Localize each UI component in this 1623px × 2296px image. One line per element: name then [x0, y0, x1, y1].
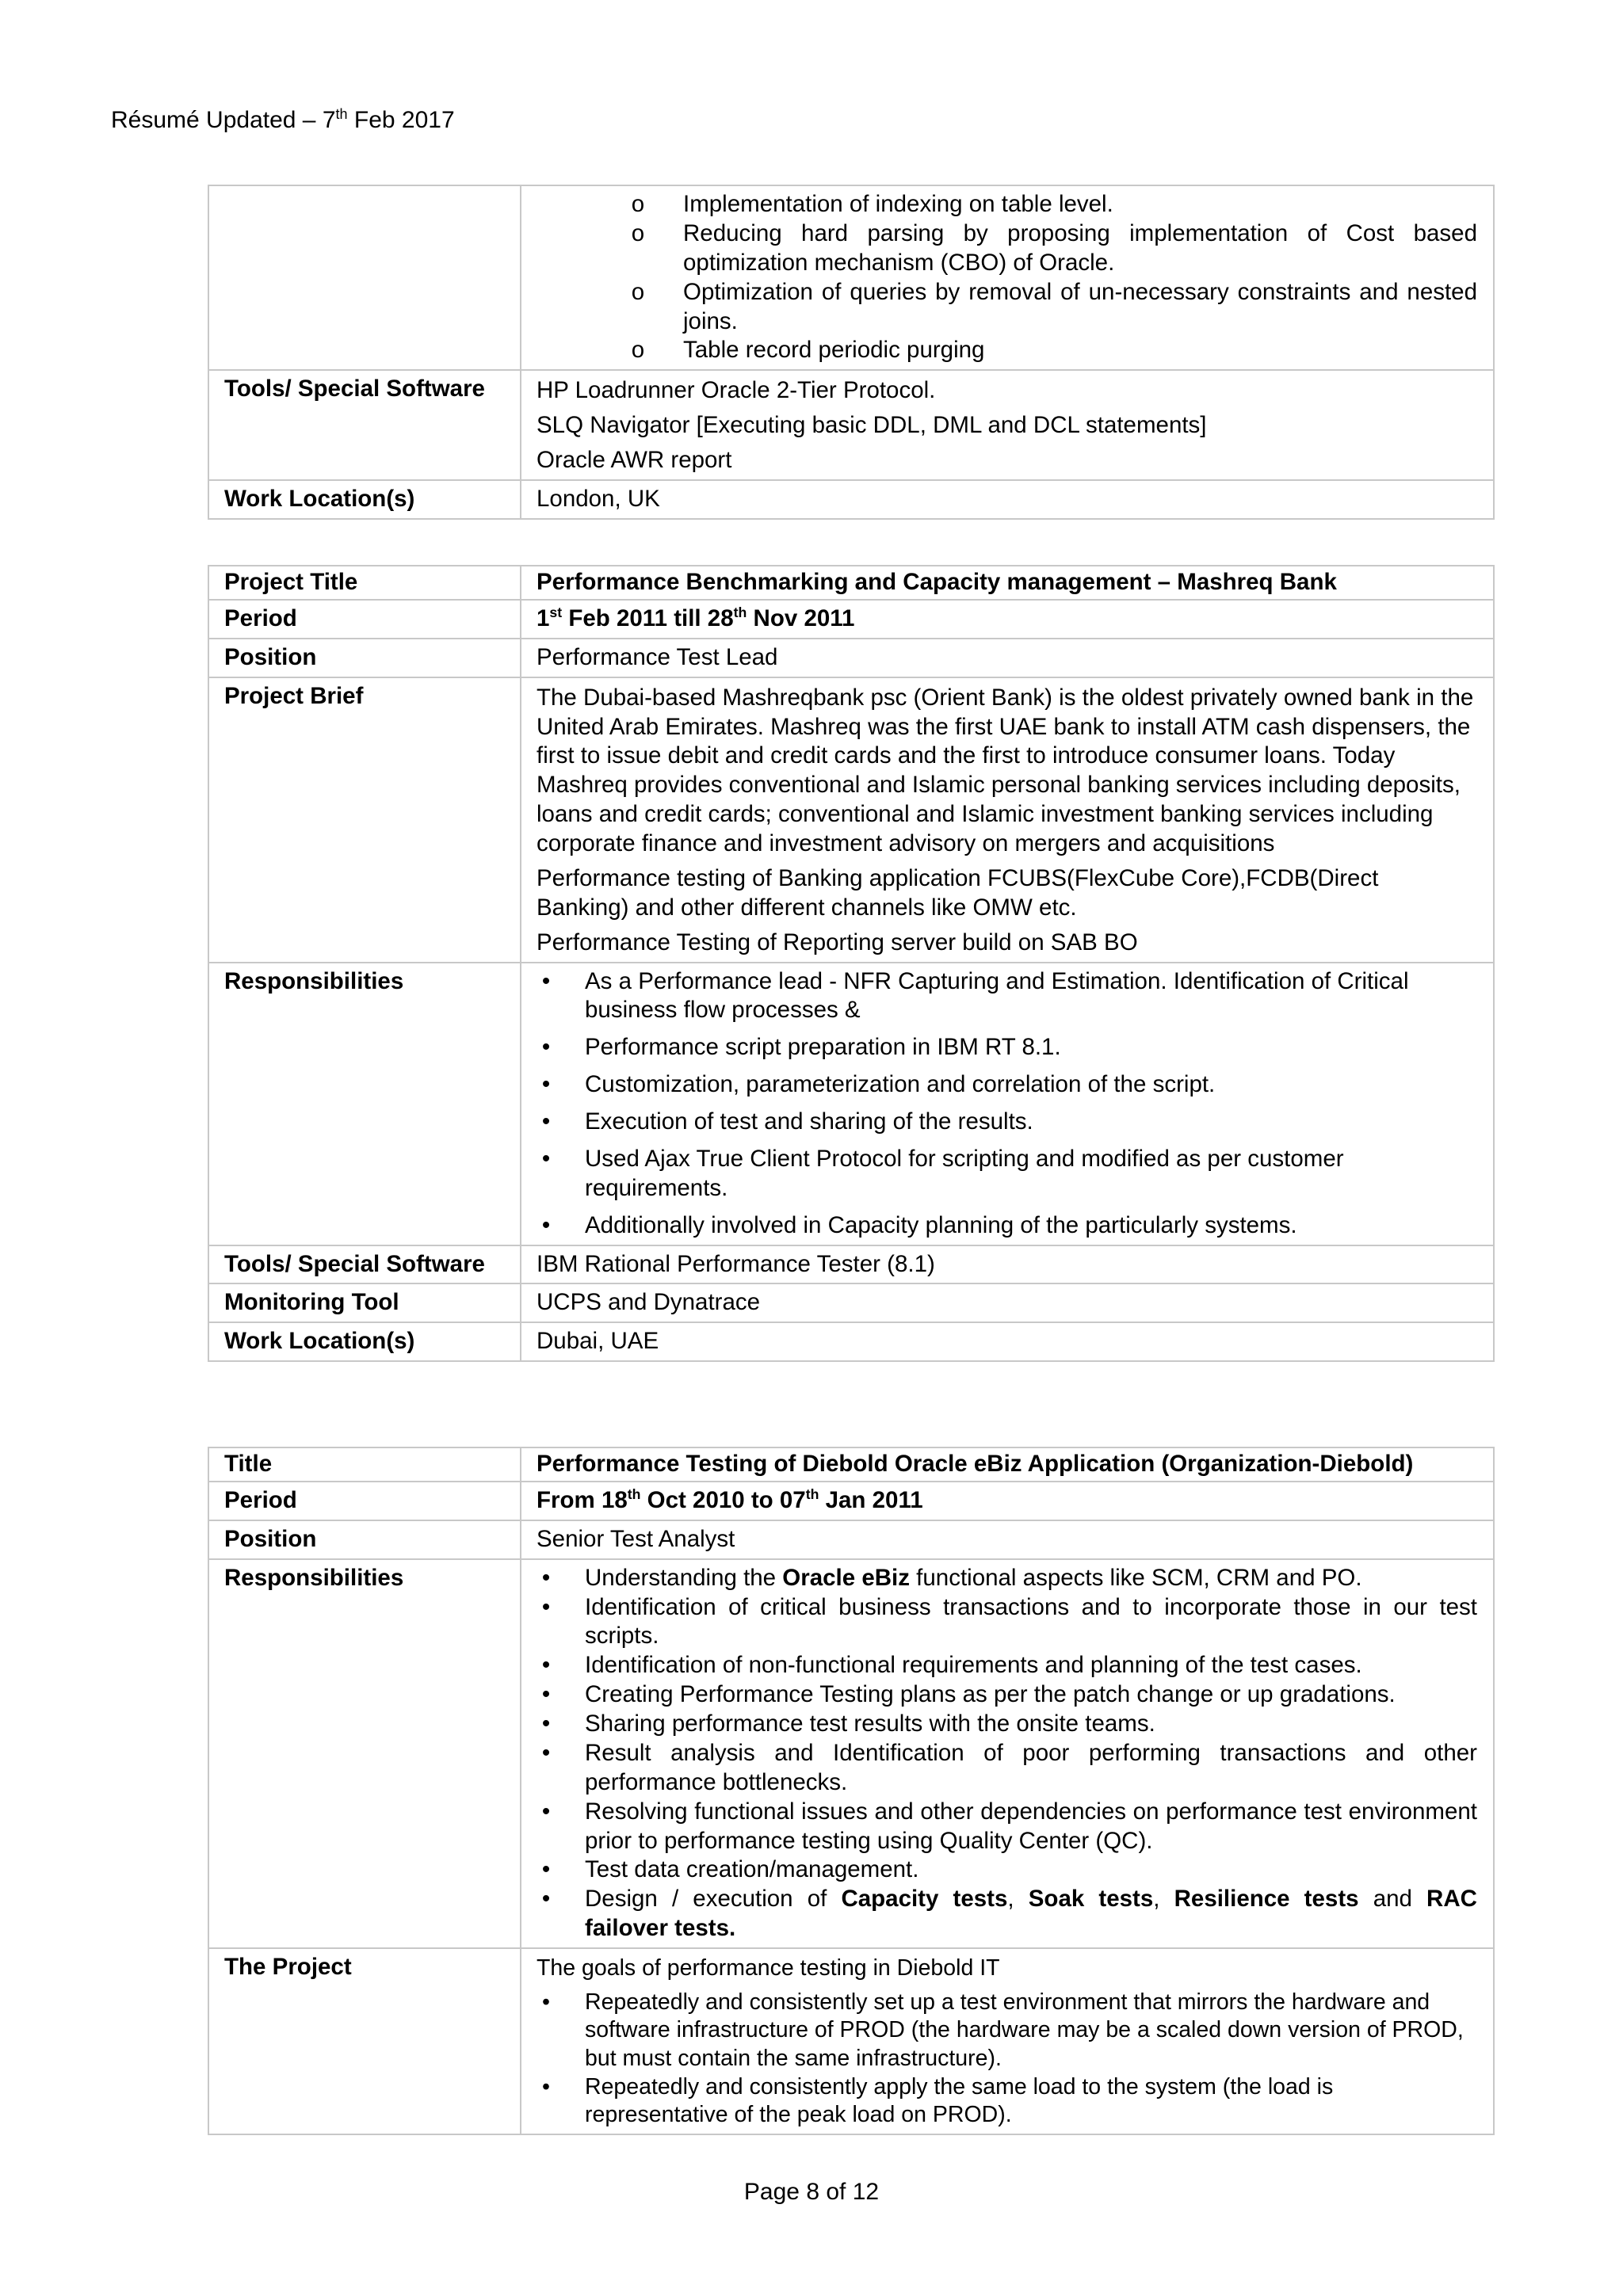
table-row: [208, 370, 1494, 480]
location-value: London, UK: [521, 480, 1494, 519]
bullet-icon: •: [541, 1564, 551, 1591]
table-row: [208, 480, 1494, 519]
tools-label: Tools/ Special Software: [208, 1245, 521, 1284]
table-row: [208, 639, 1494, 677]
page-number: Page 8 of 12: [743, 2179, 880, 2205]
table-row: [208, 677, 1494, 963]
period-label: Period: [208, 1482, 521, 1520]
bullet-icon: •: [541, 1886, 551, 1913]
bullet-icon: •: [541, 1034, 551, 1061]
location-value: Dubai, UAE: [521, 1322, 1494, 1361]
bullet-icon: •: [541, 1652, 551, 1679]
list-item: • Understanding the Oracle eBiz functional aspects like SCM, CRM and PO.: [537, 1564, 1477, 1593]
bullet-icon: •: [542, 2073, 550, 2100]
table-row: [208, 185, 1494, 370]
table-row: [208, 963, 1494, 1245]
circle-bullet-icon: o: [631, 191, 645, 217]
list-item: • As a Performance lead - NFR Capturing and Estimation. Identification of Critical business flow processes &: [537, 967, 1477, 1026]
period-label: Period: [208, 600, 521, 639]
diebold-project-table: [208, 1447, 1495, 2135]
tools-value: IBM Rational Performance Tester (8.1): [521, 1245, 1494, 1284]
bullet-icon: •: [541, 1145, 551, 1172]
monitoring-value: UCPS and Dynatrace: [521, 1283, 1494, 1322]
location-label: Work Location(s): [208, 480, 521, 519]
tools-value: HP Loadrunner Oracle 2-Tier Protocol. SLQ Navigator [Executing basic DDL, DML and DCL statements] Oracle AWR report: [521, 370, 1494, 480]
location-label: Work Location(s): [208, 1322, 521, 1361]
monitoring-label: Monitoring Tool: [208, 1283, 521, 1322]
list-item: o Table record periodic purging: [537, 336, 1477, 365]
project-goals-list: [537, 1989, 1477, 2130]
list-item: • Resolving functional issues and other dependencies on performance test environment prior to performance testing using Quality Center (QC).: [537, 1798, 1477, 1856]
bullet-icon: •: [541, 1798, 551, 1825]
bullet-icon: •: [541, 1071, 551, 1098]
list-item: • Test data creation/management.: [537, 1855, 1477, 1885]
bullet-icon: •: [542, 1989, 550, 2015]
empty-label-cell: [208, 185, 521, 370]
list-item: • Identification of critical business transactions and to incorporate those in our test scripts.: [537, 1593, 1477, 1652]
list-item: • Repeatedly and consistently apply the same load to the system (the load is representative of the peak load on PROD).: [537, 2073, 1477, 2130]
list-item: • Sharing performance test results with the onsite teams.: [537, 1710, 1477, 1739]
bullet-icon: •: [541, 1108, 551, 1135]
list-item: • Customization, parameterization and correlation of the script.: [537, 1070, 1477, 1100]
position-label: Position: [208, 1520, 521, 1559]
position-value: Senior Test Analyst: [521, 1520, 1494, 1559]
table-row: [208, 566, 1494, 600]
table-row: [208, 1559, 1494, 1948]
list-item: • Design / execution of Capacity tests, Soak tests, Resilience tests and RAC failover tests.: [537, 1885, 1477, 1943]
position-value: Performance Test Lead: [521, 639, 1494, 677]
project-title-value: Performance Benchmarking and Capacity management – Mashreq Bank: [521, 566, 1494, 600]
bullet-icon: •: [541, 1681, 551, 1708]
list-item: • Execution of test and sharing of the results.: [537, 1108, 1477, 1137]
list-item: • Creating Performance Testing plans as per the patch change or up gradations.: [537, 1680, 1477, 1710]
project-table-continued: [208, 185, 1495, 520]
table-row: [208, 1948, 1494, 2134]
list-item: • Result analysis and Identification of poor performing transactions and other performance bottlenecks.: [537, 1739, 1477, 1798]
optimization-list: [537, 190, 1477, 365]
list-item: o Implementation of indexing on table level.: [537, 190, 1477, 219]
position-label: Position: [208, 639, 521, 677]
table-row: [208, 1245, 1494, 1284]
period-value: From 18th Oct 2010 to 07th Jan 2011: [521, 1482, 1494, 1520]
table-row: [208, 1520, 1494, 1559]
list-item: • Used Ajax True Client Protocol for scripting and modified as per customer requirements.: [537, 1145, 1477, 1203]
bullet-icon: •: [541, 967, 551, 994]
circle-bullet-icon: o: [631, 278, 645, 305]
list-item: • Identification of non-functional requirements and planning of the test cases.: [537, 1651, 1477, 1680]
optimization-items-cell: [521, 185, 1494, 370]
project-brief-value: The Dubai-based Mashreqbank psc (Orient Bank) is the oldest privately owned bank in the United Arab Emirates. Mashreq was the first UAE bank to install ATM cash dispensers, the first to issue debit and credit cards and the first to introduce consumer loans. Today Mashreq provides conventional and Islamic personal banking services including deposits, loans and credit cards; conventional and Islamic investment banking services including corporate finance and investment advisory on mergers and acquisitions Performance testing of Banking application FCUBS(FlexCube Core),FCDB(Direct Banking) and other different channels like OMW etc. Performance Testing of Reporting server build on SAB BO: [521, 677, 1494, 963]
bullet-icon: •: [541, 1593, 551, 1620]
responsibilities-list: [537, 967, 1477, 1241]
bullet-icon: •: [541, 1739, 551, 1766]
responsibilities-label: Responsibilities: [208, 963, 521, 1245]
table-row: [208, 1447, 1494, 1482]
list-item: • Additionally involved in Capacity planning of the particularly systems.: [537, 1211, 1477, 1241]
bullet-icon: •: [541, 1211, 551, 1238]
title-value: Performance Testing of Diebold Oracle eBiz Application (Organization-Diebold): [521, 1447, 1494, 1482]
responsibilities-value: [521, 1559, 1494, 1948]
circle-bullet-icon: o: [631, 337, 645, 364]
title-label: Title: [208, 1447, 521, 1482]
list-item: o Reducing hard parsing by proposing implementation of Cost based optimization mechanism (CBO) of Oracle.: [631, 219, 1477, 276]
list-item: • Repeatedly and consistently set up a test environment that mirrors the hardware and software infrastructure of PROD (the hardware may be a scaled down version of PROD, but must contain the same infrastructure).: [537, 1989, 1477, 2073]
mashreq-project-table: [208, 565, 1495, 1362]
table-row: [208, 1482, 1494, 1520]
period-value: 1st Feb 2011 till 28th Nov 2011: [521, 600, 1494, 639]
responsibilities-label: Responsibilities: [208, 1559, 521, 1948]
project-title-label: Project Title: [208, 566, 521, 600]
bullet-icon: •: [541, 1711, 551, 1737]
list-item: o Optimization of queries by removal of un-necessary constraints and nested joins.: [631, 278, 1477, 334]
table-row: [208, 1322, 1494, 1361]
table-row: [208, 1283, 1494, 1322]
project-brief-label: Project Brief: [208, 677, 521, 963]
responsibilities-list: [537, 1564, 1477, 1943]
tools-label: Tools/ Special Software: [208, 370, 521, 480]
page-header: Résumé Updated – 7th Feb 2017: [111, 106, 455, 133]
project-value: The goals of performance testing in Diebold IT • Repeatedly and consistently set up a test environment that mirrors the hardware and software infrastructure of PROD (the hardware may be a scaled down version of PROD, but must contain the same infrastructure). • Repeatedly and consistently apply the same load to the system (the load is representative of the peak load on PROD).: [521, 1948, 1494, 2134]
table-row: [208, 600, 1494, 639]
bullet-icon: •: [541, 1856, 551, 1883]
circle-bullet-icon: o: [631, 219, 645, 246]
responsibilities-value: [521, 963, 1494, 1245]
project-label: The Project: [208, 1948, 521, 2134]
list-item: • Performance script preparation in IBM RT 8.1.: [537, 1033, 1477, 1062]
